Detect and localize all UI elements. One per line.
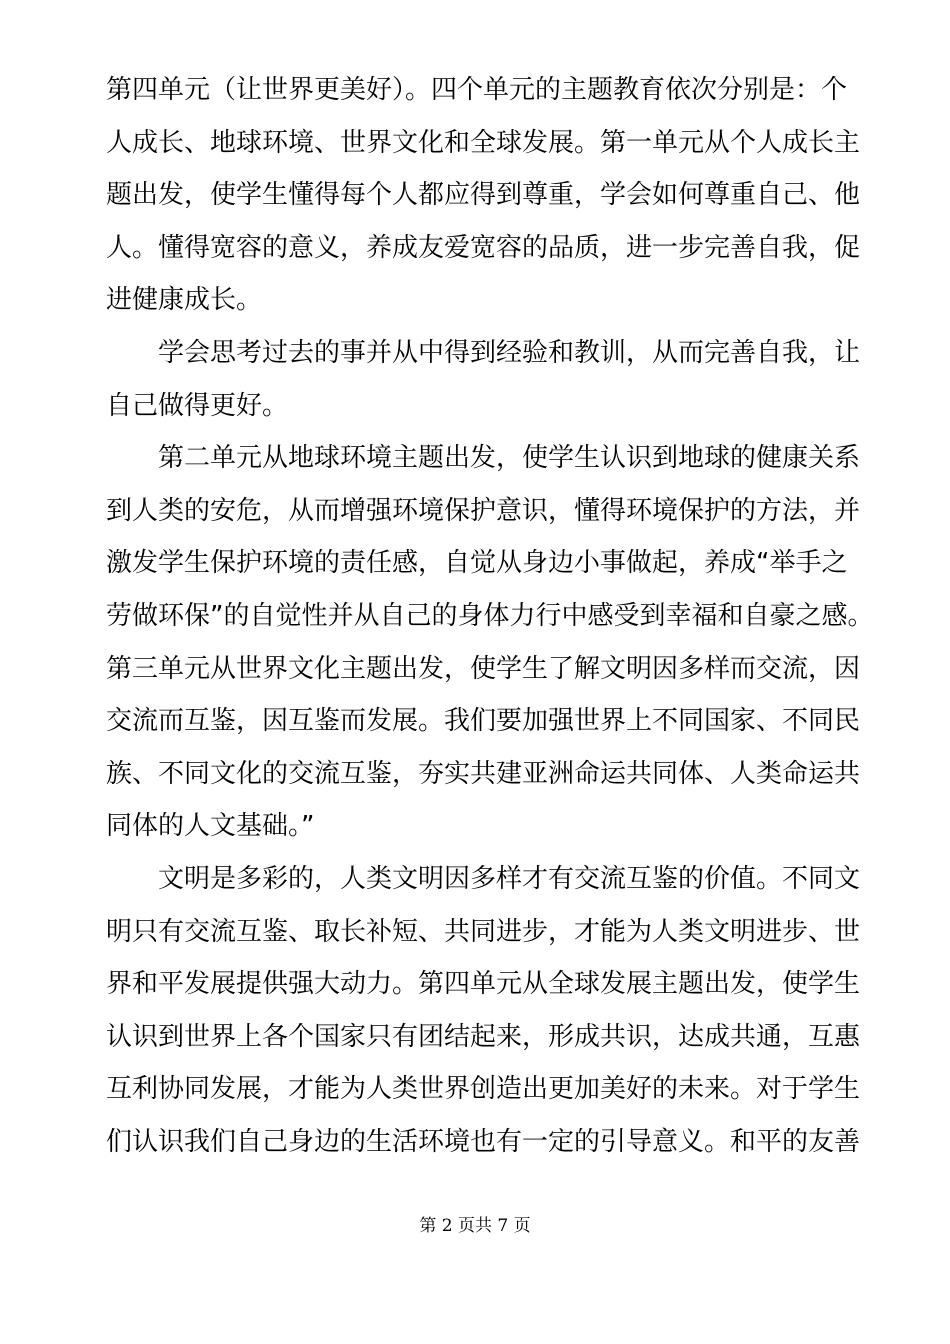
text-line: 族、不同文化的交流互鉴，夯实共建亚洲命运共同体、人类命运共 xyxy=(106,758,861,789)
text-line: 文明是多彩的，人类文明因多样才有交流互鉴的价值。不同文 xyxy=(158,863,861,894)
text-line: 题出发，使学生懂得每个人都应得到尊重，学会如何尊重自己、他 xyxy=(106,180,861,211)
text-line: 学会思考过去的事并从中得到经验和教训，从而完善自我，让 xyxy=(158,337,861,368)
text-line: 第二单元从地球环境主题出发，使学生认识到地球的健康关系 xyxy=(158,443,861,474)
text-line: 第三单元从世界文化主题出发，使学生了解文明因多样而交流，因 xyxy=(106,653,861,684)
text-line: 激发学生保护环境的责任感，自觉从身边小事做起，养成“举手之 xyxy=(106,548,848,579)
text-line: 到人类的安危，从而增强环境保护意识，懂得环境保护的方法，并 xyxy=(106,495,861,526)
text-line: 劳做环保”的自觉性并从自己的身体力行中感受到幸福和自豪之感。 xyxy=(106,600,874,631)
text-line: 认识到世界上各个国家只有团结起来，形成共识，达成共通，互惠 xyxy=(106,1021,861,1052)
text-line: 同体的人文基础。” xyxy=(106,811,315,842)
text-line: 自己做得更好。 xyxy=(106,390,289,421)
text-line: 人。懂得宽容的意义，养成友爱宽容的品质，进一步完善自我，促 xyxy=(106,232,861,263)
page-number-footer: 第 2 页共 7 页 xyxy=(419,1216,531,1236)
text-line: 们认识我们自己身边的生活环境也有一定的引导意义。和平的友善 xyxy=(106,1126,861,1157)
text-line: 互利协同发展，才能为人类世界创造出更加美好的未来。对于学生 xyxy=(106,1074,861,1105)
text-line: 交流而互鉴，因互鉴而发展。我们要加强世界上不同国家、不同民 xyxy=(106,706,861,737)
text-line: 第四单元（让世界更美好）。四个单元的主题教育依次分别是：个 xyxy=(106,75,848,105)
text-line: 明只有交流互鉴、取长补短、共同进步，才能为人类文明进步、世 xyxy=(106,916,861,947)
text-line: 进健康成长。 xyxy=(106,285,263,316)
text-line: 界和平发展提供强大动力。第四单元从全球发展主题出发，使学生 xyxy=(106,969,861,1000)
document-body xyxy=(106,64,874,1168)
text-line: 人成长、地球环境、世界文化和全球发展。第一单元从个人成长主 xyxy=(106,127,861,158)
